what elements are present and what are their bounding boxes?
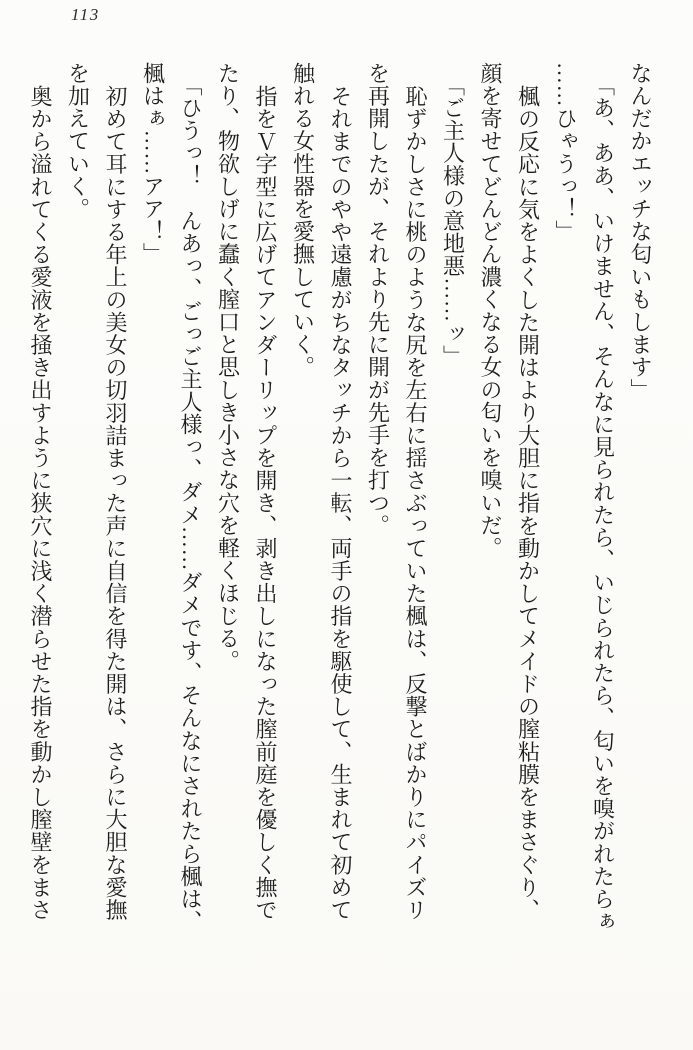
text-line: たり、物欲しげに蠢く膣口と思しき小さな穴を軽くほじる。 [215, 62, 241, 673]
text-line: 楓はぁ……アア！」 [140, 62, 166, 266]
text-line: を再開したが、それより先に開が先手を打つ。 [365, 62, 391, 537]
text-line: 「あ、ああ、いけません、そんなに見られたら、いじられたら、匂いを嗅がれたらぁ [590, 74, 616, 933]
text-line: 楓の反応に気をよくした開はより大胆に指を動かしてメイドの膣粘膜をまさぐり、 [515, 85, 541, 922]
text-line: 「ひうっ！ んあっ、ごっご主人様っ、ダメ……ダメです、そんなにされたら楓は、 [178, 74, 203, 933]
text-line: 顔を寄せてどんどん濃くなる女の匂いを嗅いだ。 [478, 62, 503, 560]
text-line: ……ひゃうっ！」 [553, 62, 578, 243]
text-line: 初めて耳にする年上の美女の切羽詰まった声に自信を得た開は、さらに大胆な愛撫 [103, 85, 128, 922]
page-number: 113 [71, 5, 100, 24]
text-line: 指をＶ字型に広げてアンダーリップを開き、剥き出しになった膣前庭を優しく撫で [253, 85, 278, 922]
text-line: 恥ずかしさに桃のような尻を左右に揺さぶっていた楓は、反撃とばかりにパイズリ [403, 85, 428, 922]
text-line: それまでのやや遠慮がちなタッチから一転、両手の指を駆使して、生まれて初めて [328, 85, 353, 922]
text-line: を加えていく。 [65, 62, 91, 221]
text-line: 奥から溢れてくる愛液を掻き出すように狭穴に浅く潜らせた指を動かし膣壁をまさ [28, 85, 53, 922]
text-line: なんだかエッチな匂いもします」 [628, 62, 653, 401]
text-line: 触れる女性器を愛撫していく。 [290, 62, 316, 379]
page-text-block [22, 62, 660, 947]
text-line: 「ご主人様の意地悪……ッ」 [440, 74, 466, 368]
